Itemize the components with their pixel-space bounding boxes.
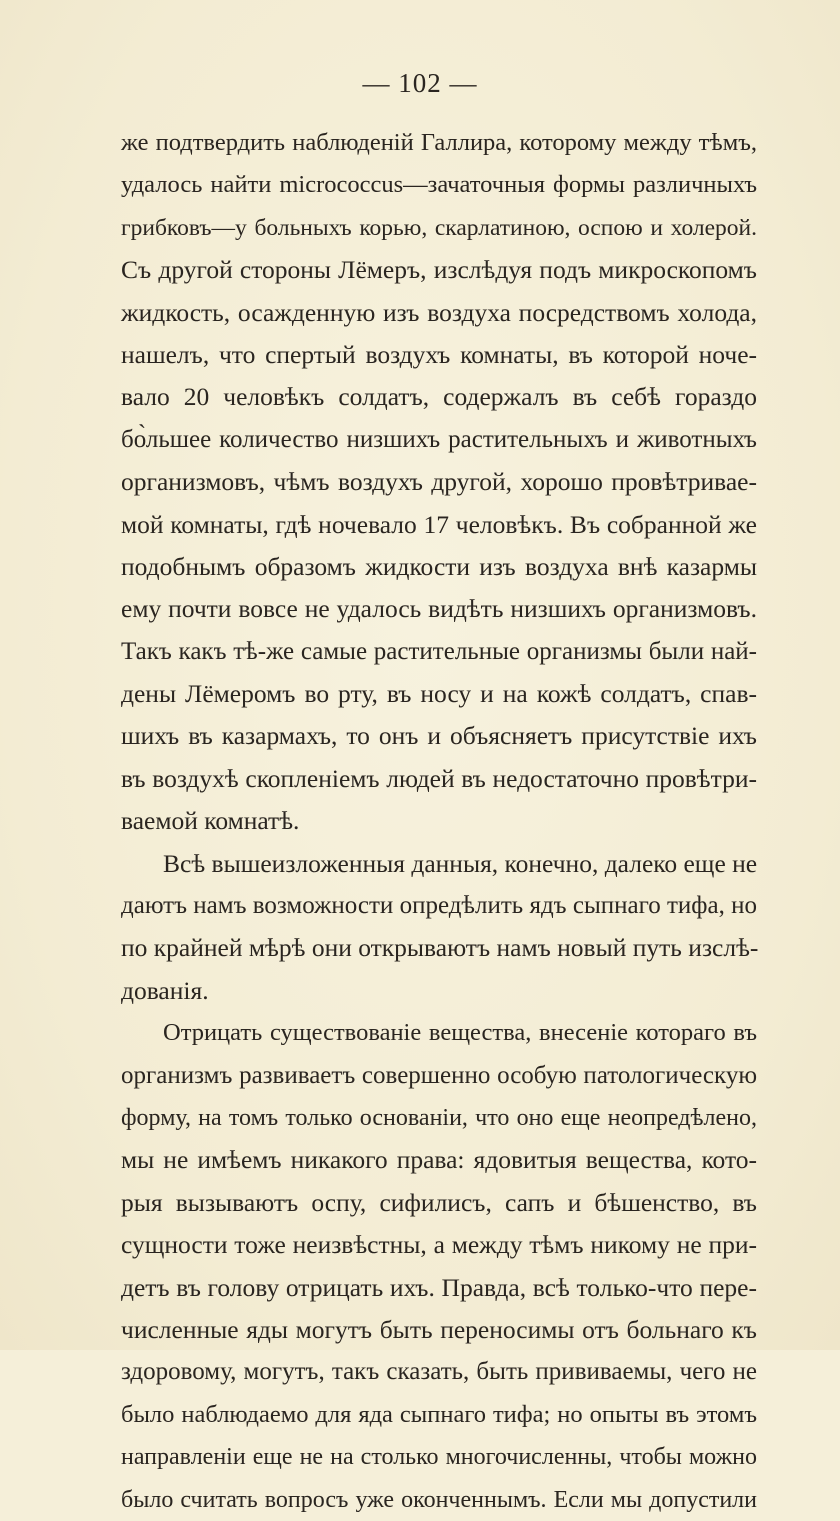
text-line: было считать вопросъ уже оконченнымъ. Если мы допустили xyxy=(121,1486,757,1513)
text-line: бо̀льшее количество низшихъ растительныхъ и животныхъ xyxy=(121,425,757,453)
text-line: дены Лёмеромъ во рту, въ носу и на кожѣ солдатъ, спав- xyxy=(121,679,757,709)
text-line: направленіи еще не на столько многочисленны, чтобы можно xyxy=(121,1444,757,1471)
text-line: было наблюдаемо для яда сыпнаго тифа; но опыты въ этомъ xyxy=(121,1400,757,1428)
paragraph xyxy=(121,843,757,1013)
text-line: сущности тоже неизвѣстны, а между тѣмъ никому не при- xyxy=(121,1230,757,1260)
text-line: организмовъ, чѣмъ воздухъ другой, хорошо провѣтривае- xyxy=(121,467,757,497)
text-line: въ воздухѣ скопленіемъ людей въ недостаточно провѣтри- xyxy=(121,763,757,793)
text-line: даютъ намъ возможности опредѣлить ядъ сыпнаго тифа, но xyxy=(121,892,757,920)
text-line: по крайней мѣрѣ они открываютъ намъ новый путь изслѣ- xyxy=(121,933,759,963)
text-line: грибковъ—у больныхъ корью, скарлатиною, оспою и холерой. xyxy=(121,214,757,241)
text-line: Такъ какъ тѣ-же самые растительные организмы были най- xyxy=(121,637,757,665)
text-line: нашелъ, что спертый воздухъ комнаты, въ которой ноче- xyxy=(121,339,757,369)
text-line: Отрицать существованіе вещества, внесеніе котораго въ xyxy=(163,1019,757,1047)
text-line: мы не имѣемъ никакого права: ядовитыя вещества, кото- xyxy=(121,1145,757,1175)
text-line: детъ въ голову отрицать ихъ. Правда, всѣ только-что пере- xyxy=(121,1272,757,1302)
text-line: подобнымъ образомъ жидкости изъ воздуха внѣ казармы xyxy=(121,551,757,581)
text-line: численные яды могутъ быть переносимы отъ больнаго къ xyxy=(121,1314,757,1344)
text-line: же подтвердить наблюденій Галлира, которому между тѣмъ, xyxy=(121,129,757,156)
text-line: ваемой комнатѣ. xyxy=(121,806,300,836)
text-line: мой комнаты, гдѣ ночевало 17 человѣкъ. Въ собранной же xyxy=(121,509,757,539)
text-line: вало 20 человѣкъ солдатъ, содержалъ въ себѣ гораздо xyxy=(121,382,757,412)
text-line: Всѣ вышеизложенныя данныя, конечно, далеко еще не xyxy=(163,848,758,878)
text-line: здоровому, могутъ, такъ сказать, быть прививаемы, чего не xyxy=(121,1358,757,1386)
text-line: рыя вызываютъ оспу, сифилисъ, сапъ и бѣшенство, въ xyxy=(121,1187,757,1217)
text-line: удалось найти micrococcus—зачаточныя формы различныхъ xyxy=(121,171,757,199)
paragraph xyxy=(121,122,757,843)
text-line: форму, на томъ только основаніи, что оно еще неопредѣлено, xyxy=(121,1104,757,1131)
text-line: шихъ въ казармахъ, то онъ и объясняетъ присутствіе ихъ xyxy=(121,721,757,751)
text-line: Съ другой стороны Лёмеръ, изслѣдуя подъ микроскопомъ xyxy=(121,255,757,285)
paragraph xyxy=(121,1012,757,1521)
text-line: организмъ развиваетъ совершенно особую патологическую xyxy=(121,1061,757,1089)
body-text xyxy=(121,122,757,1521)
text-line: дованія. xyxy=(121,975,209,1005)
text-line: жидкость, осажденную изъ воздуха посредствомъ холода, xyxy=(121,297,757,327)
page-number: — 102 — xyxy=(362,68,478,98)
text-line: ему почти вовсе не удалось видѣть низшихъ организмовъ. xyxy=(121,594,757,624)
